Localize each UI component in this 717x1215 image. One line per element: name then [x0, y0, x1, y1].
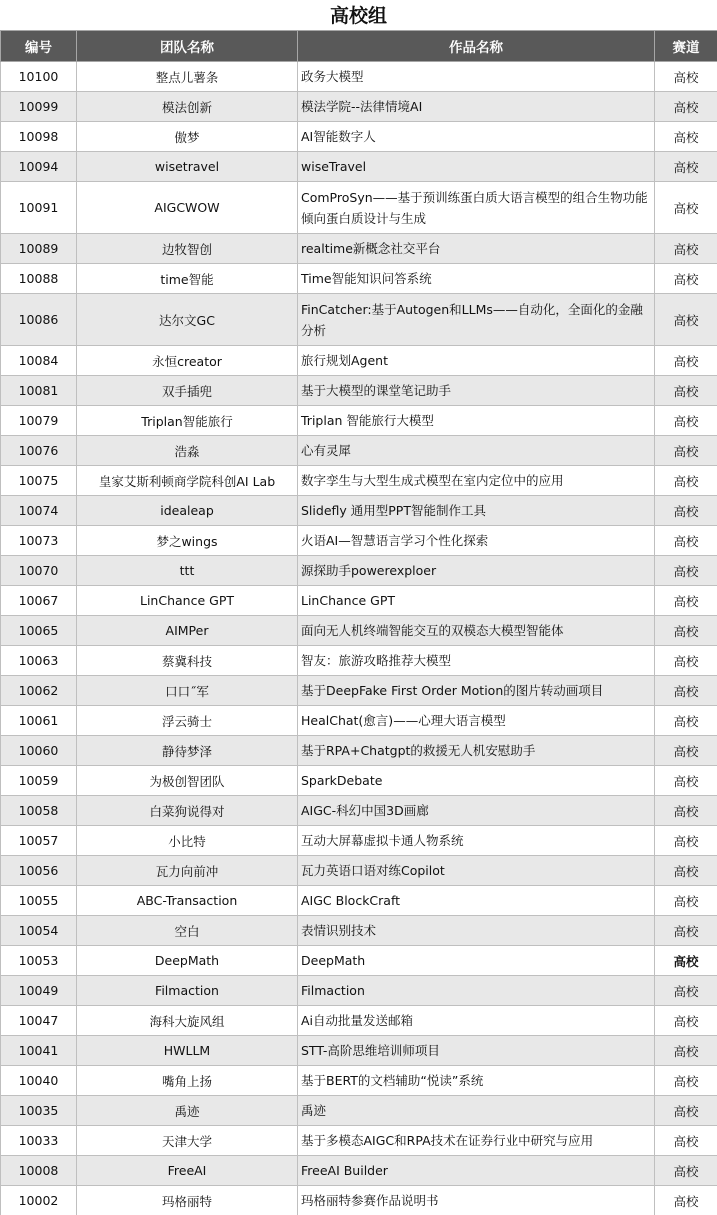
- cell-team-name: Triplan智能旅行: [77, 406, 298, 436]
- table-row: [1, 1156, 717, 1186]
- cell-team-name: 傲梦: [77, 122, 298, 152]
- cell-work-name: 基于多模态AIGC和RPA技术在证券行业中研究与应用: [298, 1126, 655, 1156]
- cell-track: 高校: [655, 856, 717, 886]
- cell-work-name: 表情识别技术: [298, 916, 655, 946]
- cell-work-name: DeepMath: [298, 946, 655, 976]
- cell-id: 10100: [1, 62, 77, 92]
- header-id: 编号: [1, 31, 77, 62]
- cell-id: 10098: [1, 122, 77, 152]
- cell-id: 10033: [1, 1126, 77, 1156]
- table-row: [1, 152, 717, 182]
- cell-work-name: AI智能数字人: [298, 122, 655, 152]
- cell-id: 10094: [1, 152, 77, 182]
- cell-id: 10056: [1, 856, 77, 886]
- table-row: [1, 736, 717, 766]
- cell-work-name: realtime新概念社交平台: [298, 234, 655, 264]
- cell-work-name: 瓦力英语口语对练Copilot: [298, 856, 655, 886]
- cell-team-name: 口口˝军: [77, 676, 298, 706]
- table-row: [1, 1036, 717, 1066]
- cell-work-name: FinCatcher:基于Autogen和LLMs——自动化，全面化的金融分析: [298, 294, 655, 346]
- table-row: [1, 976, 717, 1006]
- cell-id: 10091: [1, 182, 77, 234]
- table-row: [1, 796, 717, 826]
- cell-team-name: 小比特: [77, 826, 298, 856]
- cell-team-name: 空白: [77, 916, 298, 946]
- cell-id: 10060: [1, 736, 77, 766]
- cell-id: 10084: [1, 346, 77, 376]
- cell-work-name: SparkDebate: [298, 766, 655, 796]
- table-row: [1, 496, 717, 526]
- cell-id: 10061: [1, 706, 77, 736]
- cell-track: 高校: [655, 62, 717, 92]
- cell-id: 10047: [1, 1006, 77, 1036]
- cell-team-name: 双手插兜: [77, 376, 298, 406]
- cell-track: 高校: [655, 796, 717, 826]
- table-row: [1, 676, 717, 706]
- cell-track: 高校: [655, 122, 717, 152]
- cell-id: 10070: [1, 556, 77, 586]
- cell-team-name: HWLLM: [77, 1036, 298, 1066]
- cell-work-name: 政务大模型: [298, 62, 655, 92]
- table-row: [1, 466, 717, 496]
- table-row: [1, 62, 717, 92]
- cell-id: 10063: [1, 646, 77, 676]
- cell-work-name: HealChat(愈言)——心理大语言模型: [298, 706, 655, 736]
- cell-id: 10040: [1, 1066, 77, 1096]
- cell-track: 高校: [655, 946, 717, 976]
- cell-id: 10088: [1, 264, 77, 294]
- cell-team-name: 禹迹: [77, 1096, 298, 1126]
- cell-work-name: ComProSyn——基于预训练蛋白质大语言模型的组合生物功能倾向蛋白质设计与生成: [298, 182, 655, 234]
- cell-team-name: 达尔文GC: [77, 294, 298, 346]
- cell-id: 10049: [1, 976, 77, 1006]
- cell-work-name: STT-高阶思维培训师项目: [298, 1036, 655, 1066]
- cell-team-name: 玛格丽特: [77, 1186, 298, 1215]
- cell-work-name: Filmaction: [298, 976, 655, 1006]
- cell-work-name: 基于大模型的课堂笔记助手: [298, 376, 655, 406]
- cell-team-name: ttt: [77, 556, 298, 586]
- cell-track: 高校: [655, 294, 717, 346]
- cell-work-name: Triplan 智能旅行大模型: [298, 406, 655, 436]
- cell-work-name: 基于DeepFake First Order Motion的图片转动画项目: [298, 676, 655, 706]
- cell-track: 高校: [655, 646, 717, 676]
- cell-team-name: 白菜狗说得对: [77, 796, 298, 826]
- cell-track: 高校: [655, 976, 717, 1006]
- table-row: [1, 376, 717, 406]
- cell-id: 10073: [1, 526, 77, 556]
- cell-work-name: 智友：旅游攻略推荐大模型: [298, 646, 655, 676]
- cell-work-name: 火语AI—智慧语言学习个性化探索: [298, 526, 655, 556]
- cell-track: 高校: [655, 526, 717, 556]
- cell-team-name: 整点儿薯条: [77, 62, 298, 92]
- entries-table: [0, 30, 717, 1215]
- table-row: [1, 92, 717, 122]
- cell-work-name: 禹迹: [298, 1096, 655, 1126]
- cell-id: 10081: [1, 376, 77, 406]
- cell-track: 高校: [655, 1066, 717, 1096]
- cell-team-name: idealeap: [77, 496, 298, 526]
- cell-work-name: 数字孪生与大型生成式模型在室内定位中的应用: [298, 466, 655, 496]
- cell-track: 高校: [655, 1126, 717, 1156]
- cell-track: 高校: [655, 1036, 717, 1066]
- cell-track: 高校: [655, 152, 717, 182]
- cell-track: 高校: [655, 826, 717, 856]
- cell-id: 10074: [1, 496, 77, 526]
- cell-work-name: 源探助手powerexploer: [298, 556, 655, 586]
- table-row: [1, 182, 717, 234]
- table-row: [1, 294, 717, 346]
- table-row: [1, 706, 717, 736]
- table-row: [1, 1096, 717, 1126]
- cell-team-name: 静待梦泽: [77, 736, 298, 766]
- cell-work-name: 旅行规划Agent: [298, 346, 655, 376]
- cell-work-name: 模法学院--法律情境AI: [298, 92, 655, 122]
- table-row: [1, 856, 717, 886]
- cell-id: 10065: [1, 616, 77, 646]
- table-row: [1, 1186, 717, 1215]
- cell-id: 10002: [1, 1186, 77, 1215]
- cell-track: 高校: [655, 1186, 717, 1215]
- cell-work-name: AIGC BlockCraft: [298, 886, 655, 916]
- cell-work-name: 基于RPA+Chatgpt的救援无人机安慰助手: [298, 736, 655, 766]
- cell-track: 高校: [655, 676, 717, 706]
- table-row: [1, 916, 717, 946]
- cell-team-name: 瓦力向前冲: [77, 856, 298, 886]
- header-work-name: 作品名称: [298, 31, 655, 62]
- table-row: [1, 946, 717, 976]
- table-row: [1, 766, 717, 796]
- cell-track: 高校: [655, 556, 717, 586]
- cell-team-name: 浩淼: [77, 436, 298, 466]
- cell-team-name: Filmaction: [77, 976, 298, 1006]
- cell-id: 10067: [1, 586, 77, 616]
- cell-work-name: 玛格丽特参赛作品说明书: [298, 1186, 655, 1215]
- cell-team-name: 永恒creator: [77, 346, 298, 376]
- cell-id: 10053: [1, 946, 77, 976]
- cell-track: 高校: [655, 346, 717, 376]
- cell-id: 10059: [1, 766, 77, 796]
- header-track: 赛道: [655, 31, 717, 62]
- cell-track: 高校: [655, 234, 717, 264]
- cell-team-name: 浮云骑士: [77, 706, 298, 736]
- table-row: [1, 886, 717, 916]
- table-row: [1, 234, 717, 264]
- cell-work-name: 互动大屏幕虚拟卡通人物系统: [298, 826, 655, 856]
- cell-team-name: 嘴角上扬: [77, 1066, 298, 1096]
- table-row: [1, 346, 717, 376]
- table-row: [1, 406, 717, 436]
- cell-work-name: 面向无人机终端智能交互的双模态大模型智能体: [298, 616, 655, 646]
- cell-id: 10086: [1, 294, 77, 346]
- cell-team-name: DeepMath: [77, 946, 298, 976]
- cell-track: 高校: [655, 1156, 717, 1186]
- table-row: [1, 646, 717, 676]
- cell-work-name: LinChance GPT: [298, 586, 655, 616]
- cell-track: 高校: [655, 376, 717, 406]
- cell-team-name: time智能: [77, 264, 298, 294]
- cell-work-name: 心有灵犀: [298, 436, 655, 466]
- cell-track: 高校: [655, 92, 717, 122]
- cell-track: 高校: [655, 406, 717, 436]
- cell-id: 10076: [1, 436, 77, 466]
- cell-work-name: FreeAI Builder: [298, 1156, 655, 1186]
- table-row: [1, 1126, 717, 1156]
- table-row: [1, 436, 717, 466]
- table-row: [1, 1066, 717, 1096]
- table-header: [1, 31, 717, 62]
- cell-track: 高校: [655, 616, 717, 646]
- cell-team-name: FreeAI: [77, 1156, 298, 1186]
- cell-id: 10075: [1, 466, 77, 496]
- table-row: [1, 1006, 717, 1036]
- table-row: [1, 264, 717, 294]
- page-title: 高校组: [329, 5, 387, 27]
- header-team-name: 团队名称: [77, 31, 298, 62]
- cell-work-name: Time智能知识问答系统: [298, 264, 655, 294]
- cell-work-name: Ai自动批量发送邮箱: [298, 1006, 655, 1036]
- cell-id: 10057: [1, 826, 77, 856]
- cell-team-name: 天津大学: [77, 1126, 298, 1156]
- cell-id: 10035: [1, 1096, 77, 1126]
- cell-id: 10008: [1, 1156, 77, 1186]
- cell-track: 高校: [655, 264, 717, 294]
- cell-id: 10055: [1, 886, 77, 916]
- table-row: [1, 586, 717, 616]
- cell-track: 高校: [655, 466, 717, 496]
- table-row: [1, 616, 717, 646]
- table-row: [1, 826, 717, 856]
- cell-track: 高校: [655, 706, 717, 736]
- cell-id: 10041: [1, 1036, 77, 1066]
- cell-work-name: Slidefly 通用型PPT智能制作工具: [298, 496, 655, 526]
- cell-track: 高校: [655, 182, 717, 234]
- cell-id: 10099: [1, 92, 77, 122]
- cell-track: 高校: [655, 436, 717, 466]
- cell-work-name: 基于BERT的文档辅助“悦读”系统: [298, 1066, 655, 1096]
- cell-id: 10079: [1, 406, 77, 436]
- cell-track: 高校: [655, 1006, 717, 1036]
- cell-team-name: 皇家艾斯利顿商学院科创AI Lab: [77, 466, 298, 496]
- cell-team-name: wisetravel: [77, 152, 298, 182]
- table-row: [1, 556, 717, 586]
- cell-team-name: 蔡冀科技: [77, 646, 298, 676]
- cell-track: 高校: [655, 1096, 717, 1126]
- header-row: [1, 31, 717, 62]
- table-row: [1, 122, 717, 152]
- cell-team-name: AIGCWOW: [77, 182, 298, 234]
- table-body: [1, 62, 717, 1215]
- cell-id: 10089: [1, 234, 77, 264]
- cell-track: 高校: [655, 736, 717, 766]
- cell-team-name: AIMPer: [77, 616, 298, 646]
- cell-team-name: 边牧智创: [77, 234, 298, 264]
- cell-track: 高校: [655, 886, 717, 916]
- table-row: [1, 526, 717, 556]
- cell-track: 高校: [655, 496, 717, 526]
- cell-track: 高校: [655, 766, 717, 796]
- cell-team-name: 梦之wings: [77, 526, 298, 556]
- cell-team-name: 模法创新: [77, 92, 298, 122]
- cell-work-name: AIGC-科幻中国3D画廊: [298, 796, 655, 826]
- cell-team-name: ABC-Transaction: [77, 886, 298, 916]
- cell-team-name: 为极创智团队: [77, 766, 298, 796]
- cell-id: 10062: [1, 676, 77, 706]
- cell-track: 高校: [655, 916, 717, 946]
- cell-team-name: LinChance GPT: [77, 586, 298, 616]
- cell-track: 高校: [655, 586, 717, 616]
- cell-work-name: wiseTravel: [298, 152, 655, 182]
- cell-id: 10058: [1, 796, 77, 826]
- cell-id: 10054: [1, 916, 77, 946]
- cell-team-name: 海科大旋风组: [77, 1006, 298, 1036]
